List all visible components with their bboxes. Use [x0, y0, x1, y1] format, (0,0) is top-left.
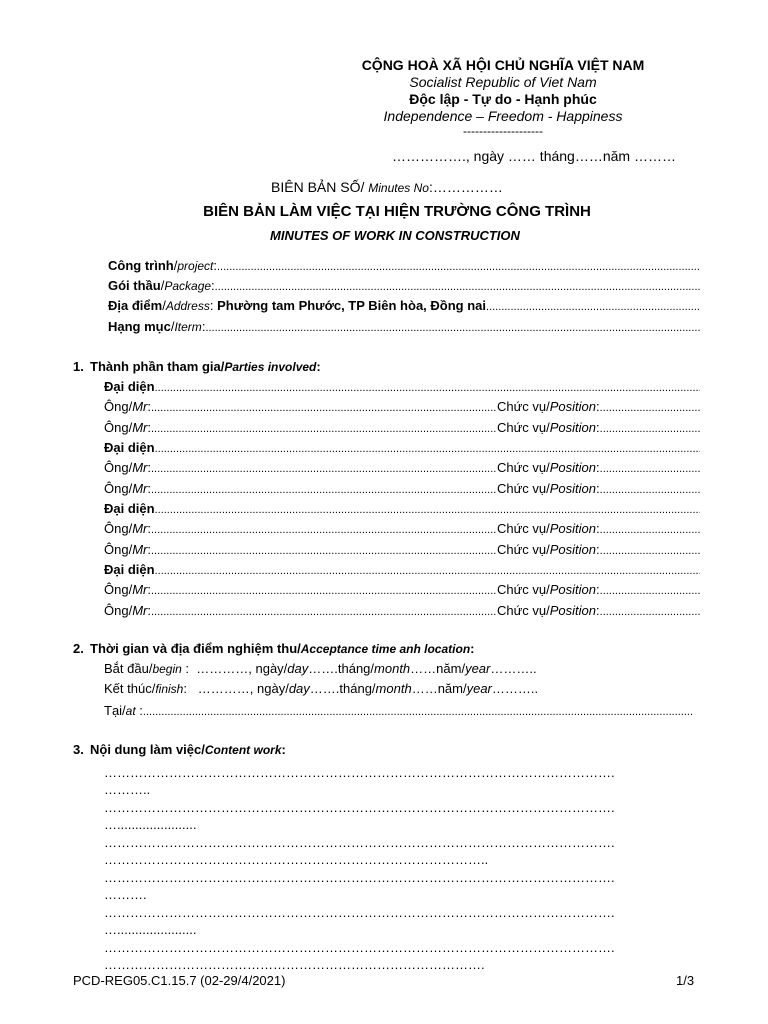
fill-dots[interactable]	[215, 276, 700, 296]
fill-dots[interactable]	[486, 296, 700, 316]
fill-dots[interactable]	[155, 377, 700, 397]
person-label-en: Mr	[132, 521, 148, 536]
info-label-en: Iterm	[174, 320, 202, 334]
name-fill-dots[interactable]	[151, 580, 497, 600]
representative-label: Đại diện	[104, 501, 155, 516]
position-label: Chức vụ/	[496, 541, 550, 557]
section-number: 1.	[73, 359, 84, 374]
person-row[interactable]: Ông/ Mr : ..... Chức vụ/ Position : .....	[104, 397, 700, 417]
date-line: ……………., ngày …… tháng……năm ………	[392, 148, 676, 164]
minutes-number-label: BIÊN BẢN SỐ/	[271, 179, 369, 195]
position-fill-dots[interactable]	[600, 519, 700, 539]
info-project: Công trình / project : .....	[108, 256, 700, 276]
date-fill: …….tháng/	[308, 661, 375, 676]
year-label: year	[465, 661, 491, 676]
person-row[interactable]: Ông/ Mr : ..... Chức vụ/ Position : .....	[104, 458, 700, 478]
person-row[interactable]: Ông/ Mr : ..... Chức vụ/ Position : .....	[104, 519, 700, 539]
date-fill: …………, ngày/	[197, 681, 289, 696]
position-label-en: Position	[549, 541, 597, 557]
info-address: Địa điểm / Address : Phường tam Phước, TP Biên hòa, Đồng nai .....	[108, 296, 700, 316]
content-line[interactable]: …......................	[104, 922, 197, 937]
position-fill-dots[interactable]	[600, 479, 700, 499]
date-fill: ……năm/	[411, 681, 467, 696]
content-line[interactable]: ……………………………………………………………………………………………………….	[104, 870, 615, 885]
name-fill-dots[interactable]	[151, 397, 497, 417]
person-label-en: Mr	[132, 399, 148, 414]
date-fill: …….tháng/	[309, 681, 376, 696]
fill-dots[interactable]	[217, 256, 700, 276]
at-label-en: at	[125, 704, 136, 718]
person-label-en: Mr	[132, 480, 148, 496]
representative-row[interactable]	[104, 377, 700, 397]
section-title-en: Content work	[204, 743, 282, 757]
person-label-en: Mr	[132, 582, 148, 597]
content-line[interactable]: ……………………………………………………………………………………………………….	[104, 940, 615, 955]
person-row[interactable]: Ông/ Mr : ..... Chức vụ/ Position : .....	[104, 601, 700, 621]
date-fill: ……năm/	[410, 661, 466, 676]
document-title: BIÊN BẢN LÀM VIỆC TẠI HIỆN TRƯỜNG CÔNG TRÌNH	[203, 203, 591, 220]
person-row[interactable]: Ông/ Mr : ..... Chức vụ/ Position : .....	[104, 479, 700, 499]
person-label: Ông/	[104, 602, 133, 618]
representative-row[interactable]	[104, 438, 700, 458]
person-label: Ông/	[104, 460, 133, 475]
date-fill: ………..	[491, 681, 539, 696]
section-number: 2.	[73, 641, 84, 656]
info-label-en: Package	[164, 279, 212, 293]
position-fill-dots[interactable]	[600, 580, 700, 600]
position-label-en: Position	[549, 521, 597, 536]
representative-row[interactable]	[104, 499, 700, 519]
info-label: Gói thầu	[108, 278, 161, 293]
representative-label: Đại diện	[104, 440, 155, 455]
info-label: Công trình	[108, 258, 174, 273]
motto: Độc lập - Tự do - Hạnh phúc	[409, 91, 597, 107]
person-row[interactable]: Ông/ Mr : ..... Chức vụ/ Position : .....	[104, 418, 700, 438]
section-title-en: Acceptance time anh location	[300, 642, 471, 656]
footer-page-number: 1/3	[676, 973, 695, 988]
date-fill: …………, ngày/	[196, 661, 288, 676]
nation-title: CỘNG HOÀ XÃ HỘI CHỦ NGHĨA VIỆT NAM	[361, 57, 645, 73]
day-label: day	[287, 661, 309, 676]
month-label: month	[374, 661, 411, 676]
representative-label: Đại diện	[104, 562, 155, 577]
representative-row[interactable]	[104, 560, 700, 580]
finish-label: Kết thúc/	[104, 681, 156, 696]
location-row[interactable]: Tại/ at : .....	[104, 701, 694, 721]
fill-dots[interactable]	[155, 438, 700, 458]
motto-en: Independence – Freedom - Happiness	[383, 108, 623, 124]
minutes-number-label-en: Minutes No	[368, 181, 429, 195]
person-row[interactable]: Ông/ Mr : ..... Chức vụ/ Position : .....	[104, 580, 700, 600]
fill-dots[interactable]	[155, 560, 700, 580]
position-label: Chức vụ/	[496, 480, 550, 496]
position-label-en: Position	[549, 480, 597, 496]
begin-label: Bắt đầu/	[104, 661, 153, 676]
person-label: Ông/	[104, 582, 133, 597]
position-label: Chức vụ/	[496, 521, 550, 536]
finish-label-en: finish	[155, 682, 184, 696]
position-label-en: Position	[549, 602, 597, 618]
content-line[interactable]: ………..	[104, 782, 151, 797]
person-row[interactable]: Ông/ Mr : ..... Chức vụ/ Position : .....	[104, 540, 700, 560]
fill-dots[interactable]	[205, 317, 700, 337]
person-label: Ông/	[104, 541, 133, 557]
person-label: Ông/	[104, 480, 133, 496]
minutes-number-value: :……………	[428, 179, 503, 195]
fill-dots[interactable]	[143, 701, 694, 721]
info-package: Gói thầu / Package : .....	[108, 276, 700, 296]
person-label-en: Mr	[132, 541, 148, 557]
content-line[interactable]: ……………………………………………………………………………..	[104, 852, 489, 867]
section-number: 3.	[73, 742, 84, 757]
position-fill-dots[interactable]	[600, 418, 700, 438]
section-title-en: Parties involved	[224, 360, 317, 374]
position-label-en: Position	[549, 419, 597, 435]
person-label: Ông/	[104, 521, 133, 536]
position-label-en: Position	[549, 582, 597, 597]
position-label: Chức vụ/	[496, 419, 550, 435]
position-label-en: Position	[549, 399, 597, 414]
nation-title-en: Socialist Republic of Viet Nam	[409, 74, 597, 90]
day-label: day	[288, 681, 310, 696]
position-label: Chức vụ/	[496, 399, 550, 414]
name-fill-dots[interactable]	[151, 458, 497, 478]
info-item: Hạng mục / Iterm : .....	[108, 317, 700, 337]
person-label: Ông/	[104, 399, 133, 414]
name-fill-dots[interactable]	[151, 479, 497, 499]
position-label: Chức vụ/	[496, 460, 550, 475]
name-fill-dots[interactable]	[151, 519, 497, 539]
content-line[interactable]: ……………………………………………………………………………………………………….	[104, 905, 615, 920]
info-label-en: project	[177, 259, 214, 273]
position-label-en: Position	[549, 460, 597, 475]
fill-dots[interactable]	[155, 499, 700, 519]
content-line[interactable]: ……………………………………………………………………………………………………….	[104, 800, 615, 815]
finish-row[interactable]: Kết thúc/ finish : …………, ngày/ day …….tháng/ month ……năm/ year ………..	[104, 679, 538, 699]
content-line[interactable]: …......................	[104, 817, 197, 832]
at-label: Tại/	[104, 703, 126, 718]
representative-label: Đại diện	[104, 379, 155, 394]
begin-row[interactable]: Bắt đầu/ begin : …………, ngày/ day …….tháng/ month ……năm/ year ………..	[104, 659, 537, 679]
section-title: Thời gian và địa điểm nghiệm thu/	[90, 641, 301, 656]
month-label: month	[375, 681, 412, 696]
info-label-en: Address	[165, 299, 210, 313]
year-label: year	[466, 681, 492, 696]
date-fill: ………..	[490, 661, 537, 676]
begin-label-en: begin	[152, 662, 182, 676]
content-line[interactable]: ……………………………………………………………………………………………………….	[104, 765, 615, 780]
position-fill-dots[interactable]	[600, 397, 700, 417]
name-fill-dots[interactable]	[151, 601, 497, 621]
person-label-en: Mr	[132, 460, 148, 475]
content-line[interactable]: ……….	[104, 887, 147, 902]
section-title: Nội dung làm việc/	[90, 742, 205, 757]
section-3-heading: 3. Nội dung làm việc/ Content work :	[73, 740, 673, 760]
section-title: Thành phần tham gia/	[90, 359, 225, 374]
minutes-number	[271, 179, 503, 195]
document-title-en: MINUTES OF WORK IN CONSTRUCTION	[270, 228, 520, 243]
position-fill-dots[interactable]	[600, 458, 700, 478]
info-label: Địa điểm	[108, 298, 163, 313]
info-label: Hạng mục	[108, 319, 171, 334]
address-value: Phường tam Phước, TP Biên hòa, Đồng nai	[217, 298, 487, 313]
content-line[interactable]: ……………………………………………………………………………………………………….	[104, 835, 615, 850]
person-label-en: Mr	[132, 602, 148, 618]
section-2-heading: 2. Thời gian và địa điểm nghiệm thu/ Acceptance time anh location :	[73, 639, 673, 659]
position-label: Chức vụ/	[496, 582, 550, 597]
person-label: Ông/	[104, 419, 133, 435]
person-label-en: Mr	[132, 419, 148, 435]
name-fill-dots[interactable]	[151, 418, 497, 438]
footer-code: PCD-REG05.C1.15.7 (02-29/4/2021)	[73, 973, 286, 988]
header-divider: --------------------	[463, 124, 543, 138]
position-fill-dots[interactable]	[600, 601, 700, 621]
position-fill-dots[interactable]	[600, 540, 700, 560]
content-line[interactable]: …………………………………………………………………………….	[104, 957, 485, 972]
position-label: Chức vụ/	[496, 602, 550, 618]
name-fill-dots[interactable]	[151, 540, 497, 560]
section-1-heading: 1. Thành phần tham gia/ Parties involved :	[73, 357, 673, 377]
